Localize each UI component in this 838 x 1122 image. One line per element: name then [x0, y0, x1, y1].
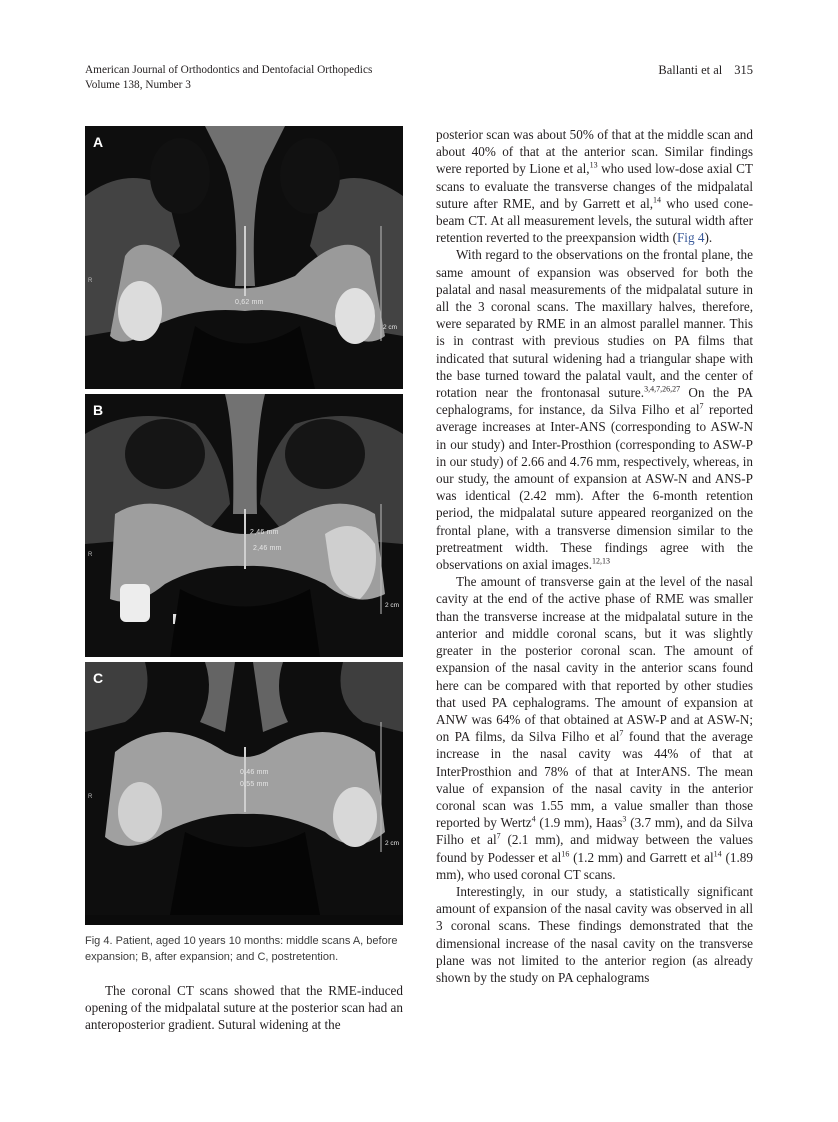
running-header-left	[85, 63, 372, 93]
ct-panel-c	[85, 662, 403, 925]
measurement-label: 0,46 mm	[240, 769, 269, 776]
panel-letter-c: C	[93, 670, 104, 686]
measurement-label: 2,46 mm	[253, 545, 282, 552]
paragraph: Interestingly, in our study, a statistically significant amount of expansion of the nasal cavity was observed in all 3 coronal scans. These findings demonstrated that the dimensional increase of the nasal cavity on the transverse plane was not limited to the anterior region (as already shown by the study on PA cephalograms	[436, 883, 753, 985]
running-header-right	[658, 63, 753, 78]
figure-4	[85, 126, 403, 930]
side-marker: R	[88, 278, 93, 284]
right-column	[436, 126, 753, 986]
caption-label: Fig 4.	[85, 935, 113, 947]
scale-label: 2 cm	[383, 324, 398, 331]
page-number: 315	[734, 63, 753, 77]
figure-caption	[85, 934, 405, 965]
paragraph: The coronal CT scans showed that the RME-induced opening of the midpalatal suture at the posterior scan had an anteroposterior gradient. Sutural widening at the	[85, 983, 403, 1033]
scale-label: 2 cm	[385, 602, 400, 609]
figure-reference-link[interactable]: Fig 4	[676, 230, 705, 246]
paragraph: posterior scan was about 50% of that at the middle scan and about 40% of that at the anterior scan. Similar findings were reported by Lione et al,$^{13}$ who used low-dose axial CT scans to evaluate the transverse changes of the midpalatal suture after RME, and by Garrett et al,$^{14}$ who used cone-beam CT. At all measurement levels, the sutural width after retention reverted to the preexpansion width (Fig 4).	[436, 127, 754, 246]
ct-scan-image-b	[85, 394, 403, 657]
journal-name: American Journal of Orthodontics and Dentofacial Orthopedics	[85, 64, 373, 76]
paragraph: With regard to the observations on the frontal plane, the same amount of expansion was observed for both the palatal and nasal measurements of the midpalatal suture in all the 3 coronal scans. The maxillary halves, therefore, were separated by RME in an almost parallel manner. This is in contrast with previous studies on PA films that indicated that sutural widening had a triangular shape with the base turned toward the palatal vault, and the center of rotation near the frontonasal suture.$^{3,4,7,26,27}$ On the PA cephalograms, for instance, da Silva Filho et $al^7$ reported average increases at Inter-ANS (corresponding to ASW-N in our study) and Inter-Prosthion (corresponding to ASW-P in our study) of 2.66 and 4.76 mm, respectively, whereas, in our study, the amount of expansion at ASW-N and ANS-P was identical (2.42 mm). After the 6-month retention period, the midpalatal suture appeared reorganized on the frontal plane, with a transverse dimension similar to the pretreatment width. These findings agree with the observations on axial images.$^{12,13}$	[436, 247, 754, 573]
header-authors: Ballanti et al	[658, 63, 723, 77]
caption-text: Patient, aged 10 years 10 months: middle scans A, before expansion; B, after expansion; and C, postretention.	[85, 935, 398, 963]
measurement-label: 2,46 mm	[250, 529, 279, 536]
measurement-label: 0,55 mm	[240, 781, 269, 788]
ct-scan-image-a	[85, 126, 403, 389]
journal-volume: Volume 138, Number 3	[85, 79, 191, 91]
scale-label: 2 cm	[385, 840, 400, 847]
ct-panel-b	[85, 394, 403, 657]
side-marker: R	[88, 552, 93, 558]
measurement-label: 0,62 mm	[235, 299, 264, 306]
left-column	[85, 982, 403, 1034]
ct-panel-a	[85, 126, 403, 389]
ct-scan-image-c	[85, 662, 403, 915]
side-marker: R	[88, 794, 93, 800]
paragraph: The amount of transverse gain at the level of the nasal cavity at the end of the active phase of RME was smaller than the transverse increase at the midpalatal suture in the anterior and middle coronal scans, but it was slightly greater in the posterior coronal scan. The amount of expansion of the nasal cavity in the anterior scans found here can be compared with that reported by other studies that used PA cephalograms. The amount of expansion at ANW was 64% of that obtained at ASW-P and at ASW-N; on PA films, da Silva Filho et $al^7$ found that the average increase in the nasal cavity was 44% of that at InterProsthion and 78% of that at InterANS. The mean value of expansion of the nasal cavity in the anterior coronal scan was 1.55 mm, a value smaller than those reported by Wertz$^4$ (1.9 mm), Haas$^3$ (3.7 mm), and da Silva Filho et $al^7$ (2.1 mm), and midway between the values found by Podesser et $al^{16}$ (1.2 mm) and Garrett et $al^{14}$ (1.89 mm), who used coronal CT scans.	[436, 574, 754, 882]
panel-letter-b: B	[93, 402, 104, 418]
panel-letter-a: A	[93, 134, 104, 150]
